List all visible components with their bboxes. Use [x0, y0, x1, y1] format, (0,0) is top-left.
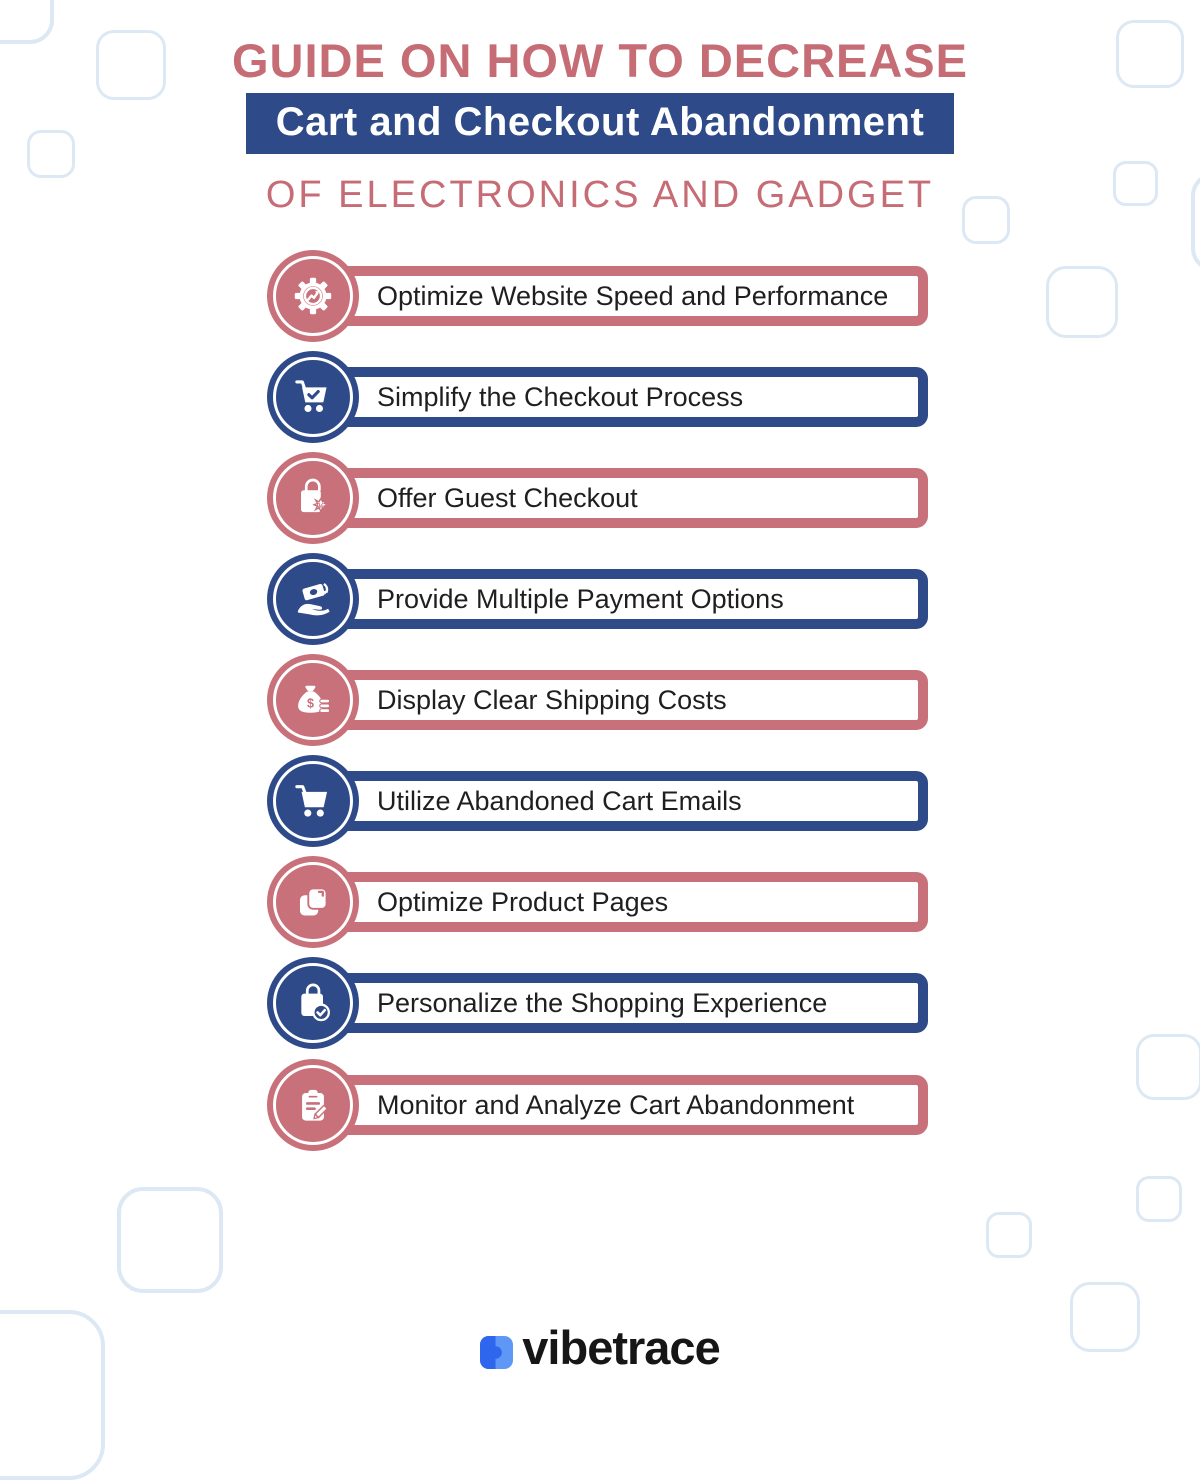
item-bar — [313, 1075, 928, 1135]
item-icon-circle — [267, 351, 359, 443]
decor-square — [1136, 1176, 1182, 1222]
list-item — [267, 1058, 928, 1152]
brand-logo — [0, 1320, 1200, 1375]
decor-square — [1136, 1034, 1200, 1100]
item-icon-circle — [267, 654, 359, 746]
item-label: Simplify the Checkout Process — [377, 381, 744, 412]
product-pages-icon — [288, 877, 338, 927]
bag-discount-icon — [288, 473, 338, 523]
list-item — [267, 451, 928, 545]
item-label: Optimize Product Pages — [377, 886, 669, 917]
payment-hand-icon — [288, 574, 338, 624]
item-bar — [313, 771, 928, 831]
item-icon-circle — [267, 957, 359, 1049]
item-bar — [313, 569, 928, 629]
list-item — [267, 552, 928, 646]
item-label: Display Clear Shipping Costs — [377, 684, 727, 715]
item-label: Personalize the Shopping Experience — [377, 987, 828, 1018]
list-item — [267, 956, 928, 1050]
list-item — [267, 249, 928, 343]
decor-square — [117, 1187, 223, 1293]
item-icon-circle — [267, 452, 359, 544]
item-bar — [313, 367, 928, 427]
clipboard-pen-icon — [288, 1080, 338, 1130]
cart-icon — [288, 776, 338, 826]
title-line-1: GUIDE ON HOW TO DECREASE — [231, 34, 969, 87]
brand-name: vibetrace — [522, 1321, 720, 1374]
item-label: Provide Multiple Payment Options — [377, 583, 784, 614]
item-bar — [313, 670, 928, 730]
item-icon-circle — [267, 856, 359, 948]
title-banner: Cart and Checkout Abandonment — [246, 93, 955, 154]
item-label: Optimize Website Speed and Performance — [377, 280, 889, 311]
item-bar — [313, 973, 928, 1033]
item-bar — [313, 872, 928, 932]
cart-check-icon — [288, 372, 338, 422]
item-icon-circle — [267, 553, 359, 645]
bag-check-icon — [288, 978, 338, 1028]
list-item — [267, 855, 928, 949]
item-bar — [313, 266, 928, 326]
title-line-3: OF ELECTRONICS AND GADGET — [265, 174, 935, 217]
item-icon-circle — [267, 250, 359, 342]
speed-gear-icon — [288, 271, 338, 321]
list-item — [267, 754, 928, 848]
header — [0, 36, 1200, 217]
item-label: Monitor and Analyze Cart Abandonment — [377, 1089, 855, 1120]
item-icon-circle — [267, 1059, 359, 1151]
vibetrace-logo-icon — [480, 1336, 513, 1369]
list-item — [267, 653, 928, 747]
decor-square — [1046, 266, 1118, 338]
money-bag-icon — [288, 675, 338, 725]
list-item — [267, 350, 928, 444]
item-icon-circle — [267, 755, 359, 847]
decor-square — [986, 1212, 1032, 1258]
item-label: Utilize Abandoned Cart Emails — [377, 785, 742, 816]
item-bar — [313, 468, 928, 528]
item-label: Offer Guest Checkout — [377, 482, 638, 513]
